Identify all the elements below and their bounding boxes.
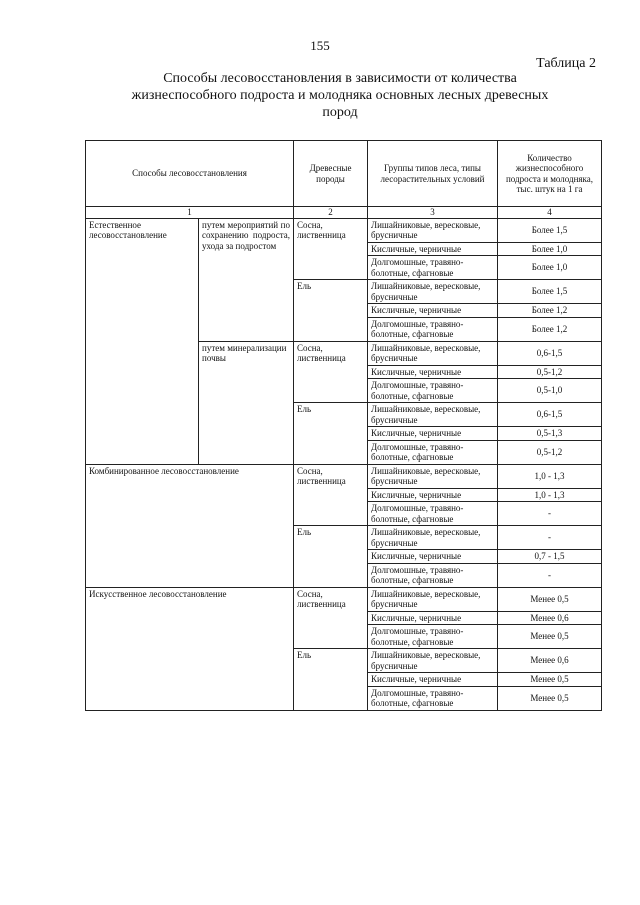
table-row (86, 218, 602, 242)
species-pine: Сосна, лиственница (294, 587, 368, 649)
quantity-value: 0,6-1,5 (498, 341, 602, 365)
table-row (86, 587, 602, 611)
quantity-value: Менее 0,5 (498, 625, 602, 649)
forest-type-lichen: Лишайниковые, вересковые, брусничные (368, 403, 498, 427)
column-number: 1 (86, 207, 294, 219)
forest-type-oxalis: Кисличные, черничные (368, 550, 498, 564)
species-spruce: Ель (294, 403, 368, 465)
quantity-value: Более 1,2 (498, 304, 602, 318)
forest-type-longmoss: Долгомошные, травяно-болотные, сфагновые (368, 440, 498, 464)
header-quantity: Количество жизнеспособного подроста и молодняка, тыс. штук на 1 га (498, 141, 602, 207)
header-row (86, 141, 602, 207)
column-number-row (86, 207, 602, 219)
page-number: 155 (310, 38, 330, 53)
species-pine: Сосна, лиственница (294, 218, 368, 280)
forest-type-longmoss: Долгомошные, травяно-болотные, сфагновые (368, 686, 498, 710)
quantity-value: 0,6-1,5 (498, 403, 602, 427)
quantity-value: Более 1,2 (498, 317, 602, 341)
quantity-value: 0,5-1,3 (498, 427, 602, 441)
quantity-value: Более 1,5 (498, 280, 602, 304)
species-pine: Сосна, лиственница (294, 341, 368, 403)
quantity-value: Менее 0,5 (498, 587, 602, 611)
quantity-value: 1,0 - 1,3 (498, 488, 602, 502)
quantity-value: - (498, 526, 602, 550)
submethod-mineral: путем минерализации почвы (199, 341, 294, 464)
species-spruce: Ель (294, 280, 368, 342)
table-row (86, 464, 602, 488)
forest-type-oxalis: Кисличные, черничные (368, 427, 498, 441)
quantity-value: 0,5-1,0 (498, 379, 602, 403)
forest-type-lichen: Лишайниковые, вересковые, брусничные (368, 526, 498, 550)
header-forest-types: Группы типов леса, типы лесорастительных условий (368, 141, 498, 207)
forest-type-oxalis: Кисличные, черничные (368, 488, 498, 502)
species-pine: Сосна, лиственница (294, 464, 368, 526)
forest-type-lichen: Лишайниковые, вересковые, брусничные (368, 464, 498, 488)
forest-type-longmoss: Долгомошные, травяно-болотные, сфагновые (368, 379, 498, 403)
quantity-value: - (498, 502, 602, 526)
forest-type-longmoss: Долгомошные, травяно-болотные, сфагновые (368, 625, 498, 649)
quantity-value: Более 1,0 (498, 242, 602, 256)
quantity-value: Более 1,5 (498, 218, 602, 242)
quantity-value: 0,5-1,2 (498, 365, 602, 379)
forest-type-oxalis: Кисличные, черничные (368, 365, 498, 379)
forest-type-oxalis: Кисличные, черничные (368, 304, 498, 318)
column-number: 4 (498, 207, 602, 219)
quantity-value: - (498, 563, 602, 587)
forest-type-longmoss: Долгомошные, травяно-болотные, сфагновые (368, 563, 498, 587)
quantity-value: 1,0 - 1,3 (498, 464, 602, 488)
species-spruce: Ель (294, 526, 368, 588)
method-natural: Естественное лесовосстановление (86, 218, 199, 464)
table-label: Таблица 2 (536, 56, 596, 71)
method-artificial: Искусственное лесовосстановление (86, 587, 294, 710)
quantity-value: Менее 0,5 (498, 686, 602, 710)
header-species: Древесные породы (294, 141, 368, 207)
quantity-value: Менее 0,5 (498, 673, 602, 687)
document-title: Способы лесовосстановления в зависимости от количества жизнеспособного подроста и молодняка основных лесных древесных пород (131, 71, 549, 120)
quantity-value: Более 1,0 (498, 256, 602, 280)
quantity-value: 0,5-1,2 (498, 440, 602, 464)
forest-type-oxalis: Кисличные, черничные (368, 242, 498, 256)
forest-type-longmoss: Долгомошные, травяно-болотные, сфагновые (368, 256, 498, 280)
forest-type-lichen: Лишайниковые, вересковые, брусничные (368, 218, 498, 242)
column-number: 2 (294, 207, 368, 219)
species-spruce: Ель (294, 649, 368, 711)
submethod-preserve: путем мероприятий по сохранению подроста, ухода за подростом (199, 218, 294, 341)
forest-type-longmoss: Долгомошные, травяно-болотные, сфагновые (368, 502, 498, 526)
quantity-value: 0,7 - 1,5 (498, 550, 602, 564)
forest-type-longmoss: Долгомошные, травяно-болотные, сфагновые (368, 317, 498, 341)
forest-type-lichen: Лишайниковые, вересковые, брусничные (368, 649, 498, 673)
header-methods: Способы лесовосстановления (86, 141, 294, 207)
forest-type-oxalis: Кисличные, черничные (368, 611, 498, 625)
method-combined: Комбинированное лесовосстановление (86, 464, 294, 587)
column-number: 3 (368, 207, 498, 219)
quantity-value: Менее 0,6 (498, 649, 602, 673)
forest-type-lichen: Лишайниковые, вересковые, брусничные (368, 587, 498, 611)
quantity-value: Менее 0,6 (498, 611, 602, 625)
forest-type-lichen: Лишайниковые, вересковые, брусничные (368, 280, 498, 304)
forest-type-oxalis: Кисличные, черничные (368, 673, 498, 687)
reforestation-table (85, 140, 602, 711)
forest-type-lichen: Лишайниковые, вересковые, брусничные (368, 341, 498, 365)
